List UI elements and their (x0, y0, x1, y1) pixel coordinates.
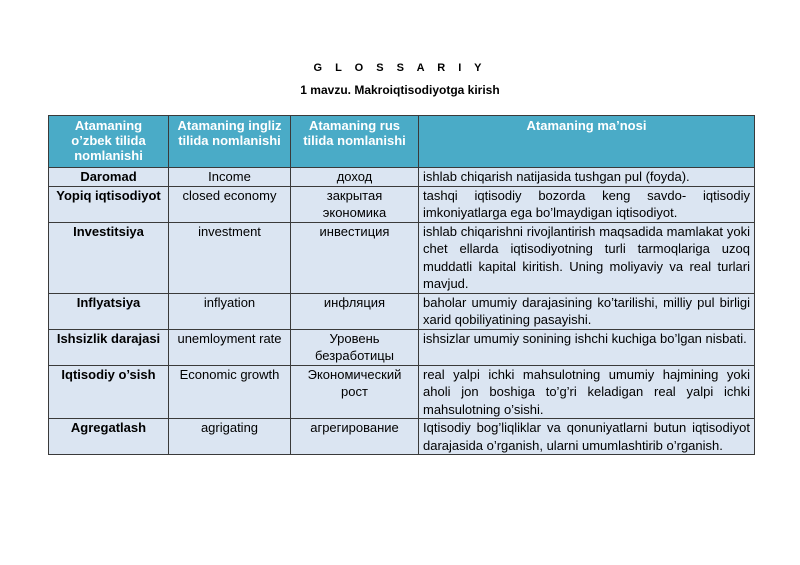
table-row (49, 222, 755, 293)
meaning-cell: baholar umumiy darajasining ko’tarilishi, milliy pul birligi xarid qobiliyatining pasayishi. (419, 293, 755, 329)
english-term-cell: closed economy (169, 186, 291, 222)
table-row (49, 365, 755, 419)
uzbek-term-cell: Investitsiya (49, 222, 169, 293)
table-row (49, 329, 755, 365)
english-term-cell: inflyation (169, 293, 291, 329)
meaning-cell: Iqtisodiy bog’liqliklar va qonuniyatlarni butun iqtisodiyot darajasida o’rganish, ularni umumlashtirib o’rganish. (419, 419, 755, 455)
table-row (49, 419, 755, 455)
russian-term-cell: доход (291, 168, 419, 187)
uzbek-term-cell: Iqtisodiy o’sish (49, 365, 169, 419)
table-row (49, 293, 755, 329)
header-meaning: Atamaning ma’nosi (419, 116, 755, 168)
meaning-cell: tashqi iqtisodiy bozorda keng savdo- iqtisodiy imkoniyatlarga ega bo’lmaydigan iqtisodiyot. (419, 186, 755, 222)
meaning-cell: ishlab chiqarish natijasida tushgan pul (foyda). (419, 168, 755, 187)
uzbek-term-cell: Ishsizlik darajasi (49, 329, 169, 365)
topic-subtitle: 1 mavzu. Makroiqtisodiyotga kirish (300, 83, 500, 97)
russian-term-cell: инфляция (291, 293, 419, 329)
table-row (49, 168, 755, 187)
glossary-title: G L O S S A R I Y (313, 62, 487, 74)
meaning-cell: real yalpi ichki mahsulotning umumiy hajmining yoki aholi jon boshiga to’g’ri keladigan real yalpi ichki mahsulotning o’sishi. (419, 365, 755, 419)
english-term-cell: Income (169, 168, 291, 187)
uzbek-term-cell: Yopiq iqtisodiyot (49, 186, 169, 222)
english-term-cell: investment (169, 222, 291, 293)
russian-term-cell: Экономический рост (291, 365, 419, 419)
glossary-table (48, 115, 755, 455)
russian-term-cell: закрытая экономика (291, 186, 419, 222)
uzbek-term-cell: Inflyatsiya (49, 293, 169, 329)
header-uzbek-term: Atamaning o’zbek tilida nomlanishi (49, 116, 169, 168)
meaning-cell: ishsizlar umumiy sonining ishchi kuchiga bo’lgan nisbati. (419, 329, 755, 365)
uzbek-term-cell: Agregatlash (49, 419, 169, 455)
english-term-cell: Economic growth (169, 365, 291, 419)
english-term-cell: unemloyment rate (169, 329, 291, 365)
russian-term-cell: Уровень безработицы (291, 329, 419, 365)
header-russian-term: Atamaning rus tilida nomlanishi (291, 116, 419, 168)
english-term-cell: agrigating (169, 419, 291, 455)
russian-term-cell: инвестиция (291, 222, 419, 293)
meaning-cell: ishlab chiqarishni rivojlantirish maqsadida mamlakat yoki chet ellarda iqtisodiyotning turli tarmoqlariga uzoq muddatli kapital kiritish. Uning moliyaviy va real turlari mavjud. (419, 222, 755, 293)
uzbek-term-cell: Daromad (49, 168, 169, 187)
table-header-row (49, 116, 755, 168)
russian-term-cell: агрегирование (291, 419, 419, 455)
table-row (49, 186, 755, 222)
header-english-term: Atamaning ingliz tilida nomlanishi (169, 116, 291, 168)
